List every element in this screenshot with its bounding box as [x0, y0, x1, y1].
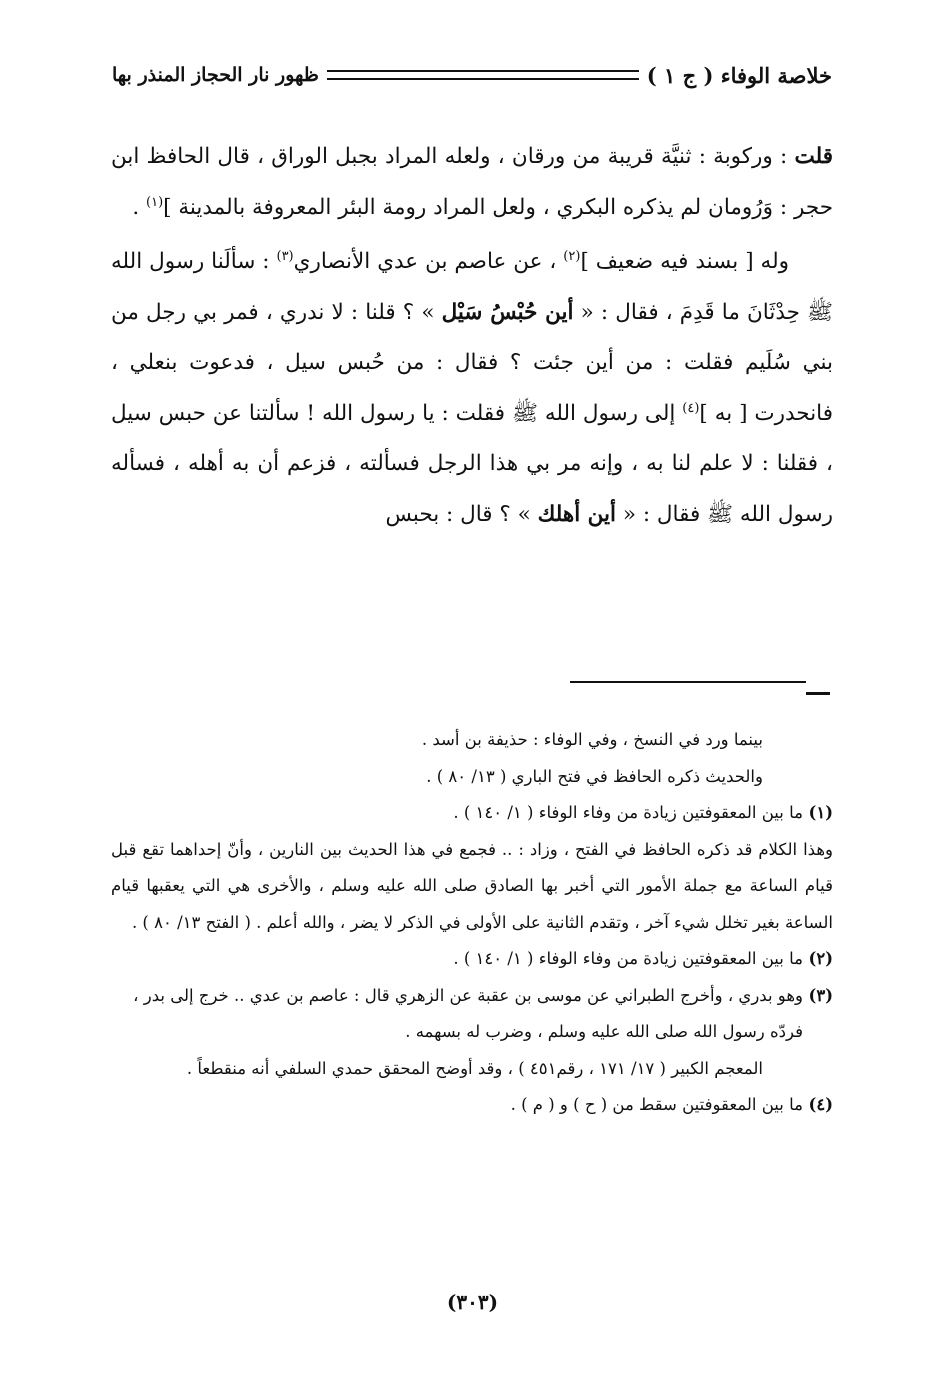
footnote-3-reference: المعجم الكبير ( ١٧/ ١٧١ ، رقم٤٥١ ) ، وقد أوضح المحقق حمدي السلفي أنه منقطعاً .	[186, 1058, 763, 1078]
footnote-1-text: ما بين المعقوفتين زيادة من وفاء الوفاء ( ١/ ١٤٠ ) .	[453, 803, 803, 822]
footnote-1	[111, 795, 833, 832]
page-number: (٣٠٣)	[446, 1290, 499, 1314]
hadith-quote-1: أين حُبْسُ سَيْل	[441, 299, 574, 325]
footnote-continued-line-1: بينما ورد في النسخ ، وفي الوفاء : حذيفة بن أسد .	[421, 730, 763, 749]
main-text	[111, 132, 833, 540]
paragraph-1	[111, 132, 833, 233]
footnotes	[111, 722, 833, 1124]
footnote-ref-4: (٤)	[682, 400, 700, 416]
continuation-dash	[806, 692, 830, 695]
footnote-4-text: ما بين المعقوفتين سقط من ( ح ) و ( م ) .	[510, 1095, 803, 1114]
footnote-3-number: (٣)	[808, 985, 833, 1005]
paragraph-2-part-f: » ؟ قال : بحبس	[385, 501, 538, 527]
paragraph-2-part-d: » ؟ قلنا : لا ندري ، فمر بي رجل من بني سُلَيم فقلت : من أين جئت ؟ فقال : من حُبس سيل ، فدعوت بنعلي ، فانحدرت [ به ]	[111, 299, 834, 426]
footnote-ref-3: (٣)	[276, 248, 294, 264]
footnote-3	[111, 978, 833, 1051]
paragraph-2-part-c: : سألَنا رسول الله ﷺ حِدْثَانَ ما قَدِمَ ، فقال : «	[111, 249, 833, 325]
footnote-2-text: ما بين المعقوفتين زيادة من وفاء الوفاء ( ١/ ١٤٠ ) .	[453, 949, 803, 968]
footnote-4-number: (٤)	[808, 1095, 833, 1114]
running-header	[112, 58, 832, 92]
paragraph-1-end: .	[132, 194, 147, 220]
paragraph-2	[111, 237, 833, 540]
footnote-1-number: (١)	[808, 803, 833, 822]
paragraph-2-part-a: وله [ بسند فيه ضعيف ]	[580, 249, 789, 274]
qultu-label: قلت	[794, 144, 833, 169]
footnote-separator	[570, 681, 806, 683]
footnote-2-number: (٢)	[808, 949, 833, 968]
footnote-ref-2: (٢)	[563, 248, 581, 264]
header-double-rule	[327, 70, 639, 80]
hadith-quote-2: أين أهلك	[537, 501, 616, 527]
chapter-title: ظهور نار الحجاز المنذر بها	[112, 64, 319, 86]
footnote-2	[111, 941, 833, 978]
paragraph-1-text: : وركوبة : ثنيَّة قريبة من ورقان ، ولعله المراد بجبل الوراق ، قال الحافظ ابن حجر : وَرُومان لم يذكره البكري ، ولعل المراد رومة البئر المعروفة بالمدينة ]	[111, 144, 833, 220]
footnote-continued-line-2: والحديث ذكره الحافظ في فتح الباري ( ١٣/ ٨٠ ) .	[426, 766, 763, 786]
book-title: خلاصة الوفاء ( ج ١ )	[646, 62, 832, 88]
footnote-1-commentary: وهذا الكلام قد ذكره الحافظ في الفتح ، وزاد : .. فجمع في هذا الحديث بين النارين ، وأنّ إحداهما تقع قبل قيام الساعة مع جملة الأمور التي أخبر بها الصادق صلى الله عليه وسلم ، والأخرى هي التي يعقبها قيام الساعة بغير تخلل شيء آخر ، وتقدم الثانية على الأولى في الذكر لا يضر ، والله أعلم . ( الفتح ١٣/ ٨٠ ) .	[111, 839, 833, 932]
paragraph-2-part-b: ، عن عاصم بن عدي الأنصاري	[293, 249, 564, 274]
paragraph-2-part-e: إلى رسول الله ﷺ فقلت : يا رسول الله ! سألتنا عن حبس سيل ، فقلنا : لا علم لنا به ، وإنه مر بي هذا الرجل فسألته ، فزعم أن به أهله ، فسأله رسول الله ﷺ فقال : «	[111, 400, 833, 527]
footnote-ref-1: (١)	[146, 194, 164, 210]
footnote-4	[111, 1087, 833, 1124]
footnote-3-text: وهو بدري ، وأخرج الطبراني عن موسى بن عقبة عن الزهري قال : عاصم بن عدي .. خرج إلى بدر ، فردّه رسول الله صلى الله عليه وسلم ، وضرب له بسهمه .	[133, 985, 803, 1041]
